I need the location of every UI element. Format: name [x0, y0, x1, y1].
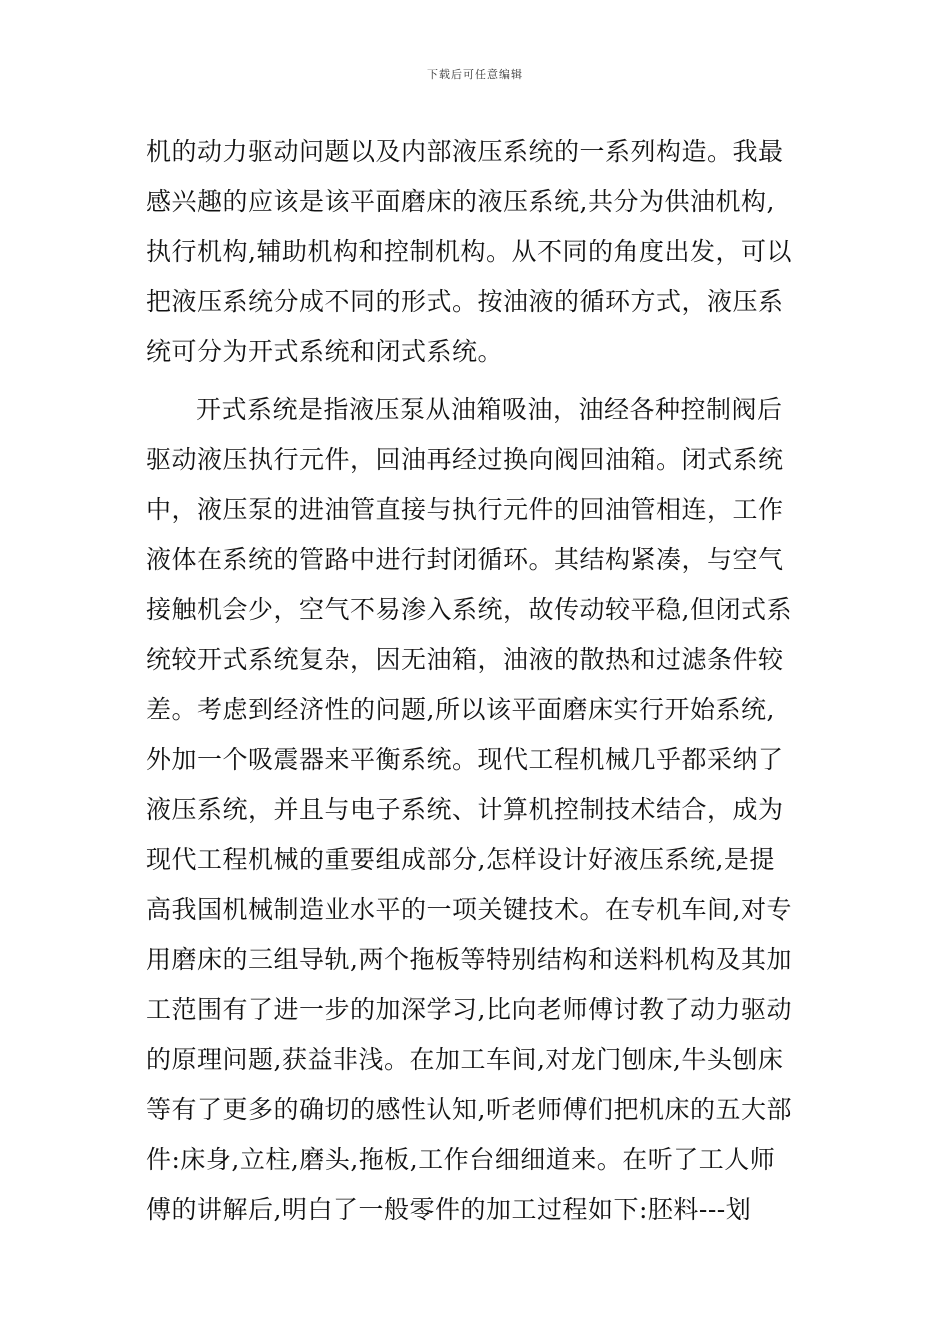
text-line: 现代工程机械的重要组成部分,怎样设计好液压系统,是提: [146, 845, 775, 874]
page-header: 下载后可任意编辑: [427, 68, 523, 81]
text-line: 机的动力驱动问题以及内部液压系统的一系列构造。我最: [146, 137, 784, 166]
text-line: 驱动液压执行元件，回油再经过换向阀回油箱。闭式系统: [146, 445, 784, 474]
text-line: 把液压系统分成不同的形式。按油液的循环方式，液压系: [146, 287, 784, 316]
text-line: 开式系统是指液压泵从油箱吸油，油经各种控制阀后: [196, 395, 783, 424]
text-line: 傅的讲解后,明白了一般零件的加工过程如下:胚料---划: [146, 1195, 752, 1224]
text-line: 统较开式系统复杂，因无油箱，油液的散热和过滤条件较: [146, 645, 784, 674]
text-line: 等有了更多的确切的感性认知,听老师傅们把机床的五大部: [146, 1095, 792, 1124]
text-line: 的原理问题,获益非浅。在加工车间,对龙门刨床,牛头刨床: [146, 1045, 784, 1074]
document-body: [146, 130, 808, 1238]
text-line: 工范围有了进一步的加深学习,比向老师傅讨教了动力驱动: [146, 995, 792, 1024]
text-line: 液体在系统的管路中进行封闭循环。其结构紧凑，与空气: [146, 545, 784, 574]
text-line: 差。考虑到经济性的问题,所以该平面磨床实行开始系统,: [146, 695, 775, 724]
text-line: 高我国机械制造业水平的一项关键技术。在专机车间,对专: [146, 895, 792, 924]
text-line: 中，液压泵的进油管直接与执行元件的回油管相连，工作: [146, 495, 784, 524]
text-line: 感兴趣的应该是该平面磨床的液压系统,共分为供油机构,: [146, 187, 775, 216]
text-line: 统可分为开式系统和闭式系统。: [146, 337, 504, 366]
text-line: 件:床身,立柱,磨头,拖板,工作台细细道来。在听了工人师: [146, 1145, 776, 1174]
text-line: 外加一个吸震器来平衡系统。现代工程机械几乎都采纳了: [146, 745, 784, 774]
text-line: 执行机构,辅助机构和控制机构。从不同的角度出发，可以: [146, 237, 792, 266]
paragraph-1: [146, 130, 808, 380]
paragraph-2: [146, 388, 808, 1238]
text-line: 用磨床的三组导轨,两个拖板等特别结构和送料机构及其加: [146, 945, 792, 974]
text-line: 液压系统，并且与电子系统、计算机控制技术结合，成为: [146, 795, 784, 824]
paragraph-spacer: [146, 380, 808, 388]
text-line: 接触机会少，空气不易渗入系统，故传动较平稳,但闭式系: [146, 595, 792, 624]
